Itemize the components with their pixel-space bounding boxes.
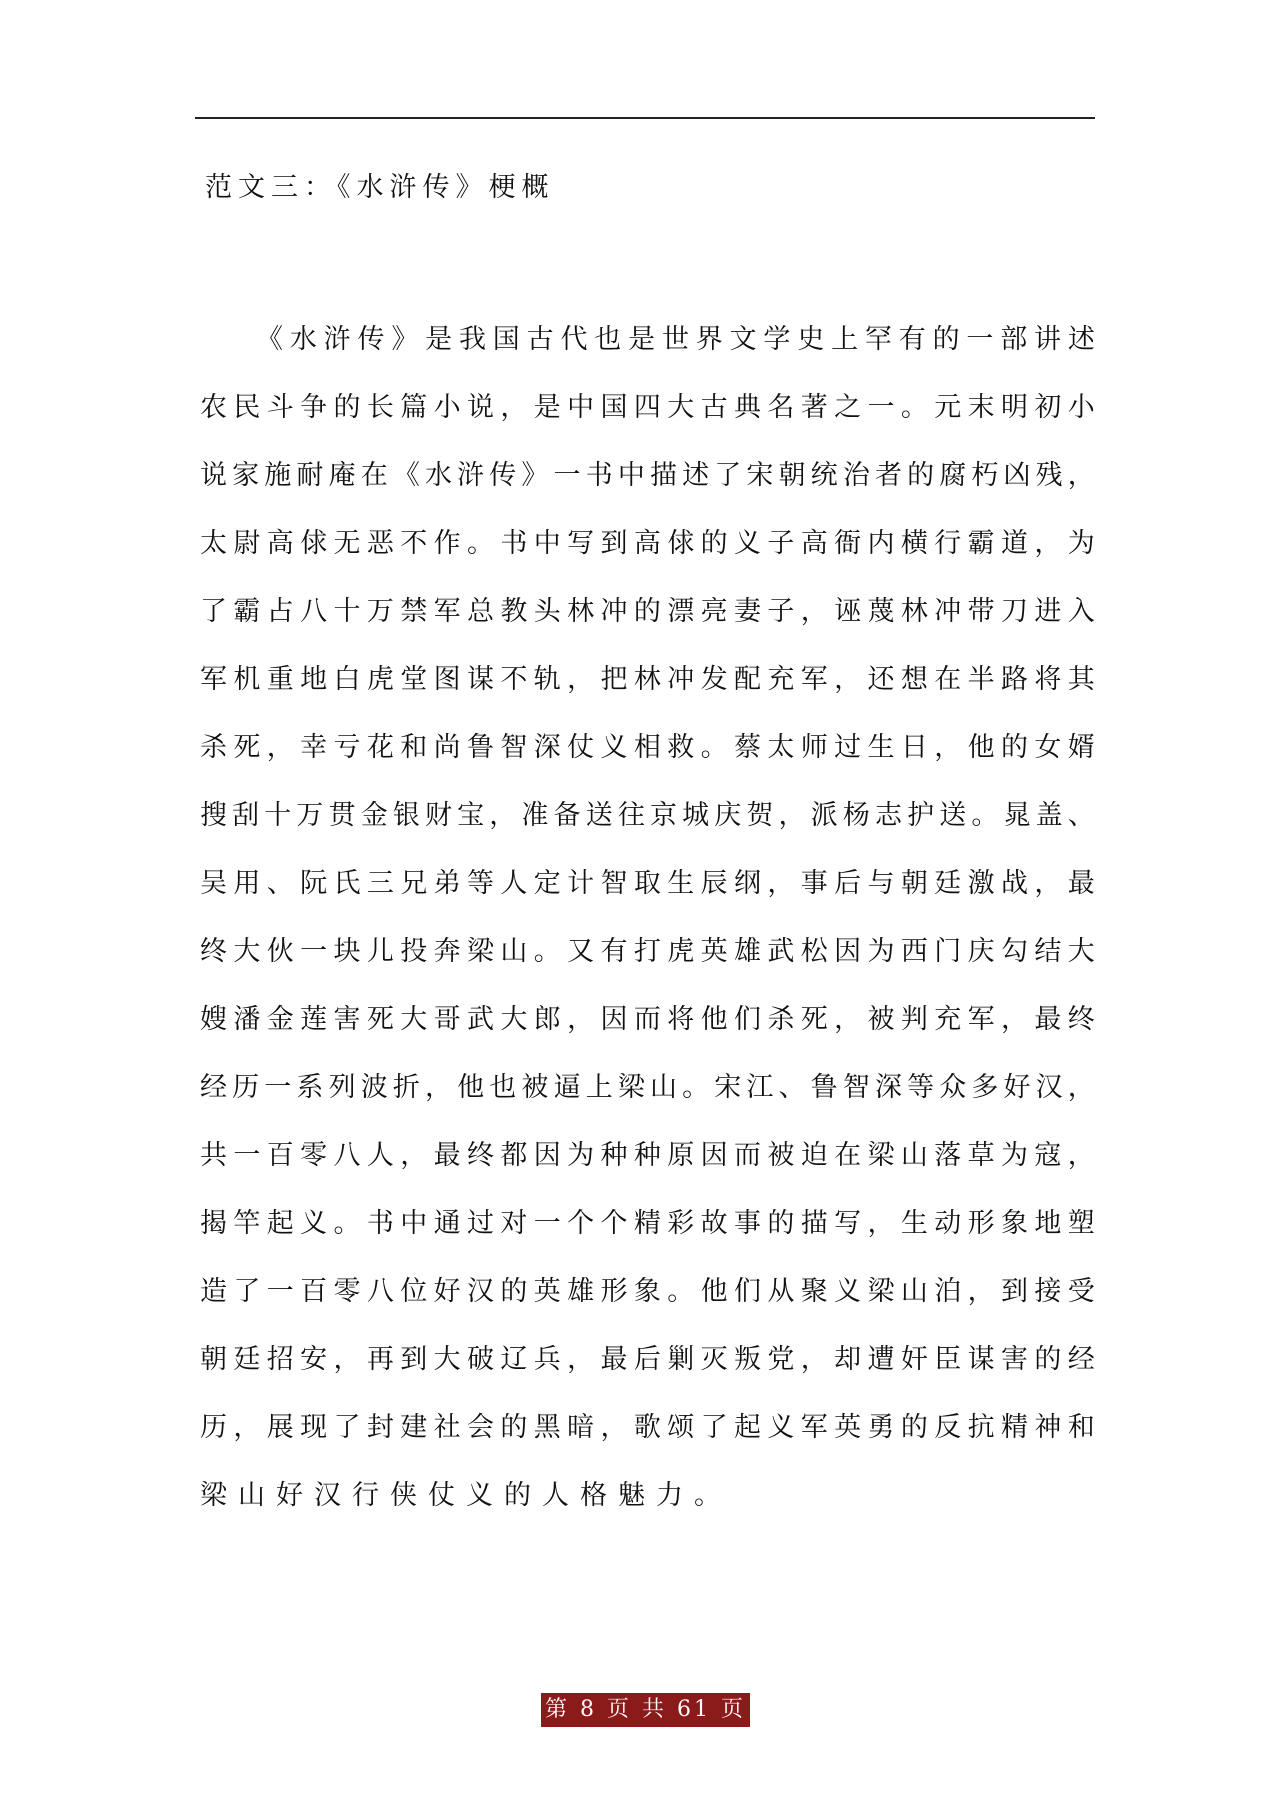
paragraph-line: 《 水 浒 传 》 是 我 国 古 代 也 是 世 界 文 学 史 上 罕 有 的 一 部 讲 述 (256, 324, 1095, 355)
paragraph-line: 经 历 一 系 列 波 折 ， 他 也 被 逼 上 梁 山 。 宋 江 、 鲁 智 深 等 众 多 好 汉 ， (200, 1072, 1095, 1103)
paragraph-line: 梁山好汉行侠仗义的人格魅力。 (200, 1480, 732, 1511)
paragraph-line: 揭 竿 起 义 。 书 中 通 过 对 一 个 个 精 彩 故 事 的 描 写 ， 生 动 形 象 地 塑 (200, 1208, 1095, 1239)
paragraph-line: 军 机 重 地 白 虎 堂 图 谋 不 轨 ， 把 林 冲 发 配 充 军 ， 还 想 在 半 路 将 其 (200, 664, 1095, 695)
body-paragraph (200, 320, 1095, 1544)
paragraph-line: 说 家 施 耐 庵 在 《 水 浒 传 》 一 书 中 描 述 了 宋 朝 统 治 者 的 腐 朽 凶 残 ， (200, 460, 1095, 491)
paragraph-line: 搜 刮 十 万 贯 金 银 财 宝 ， 准 备 送 往 京 城 庆 贺 ， 派 杨 志 护 送 。 晁 盖 、 (200, 800, 1095, 831)
paragraph-line: 造 了 一 百 零 八 位 好 汉 的 英 雄 形 象 。 他 们 从 聚 义 梁 山 泊 ， 到 接 受 (200, 1276, 1095, 1307)
header-rule (195, 117, 1095, 119)
paragraph-line: 嫂 潘 金 莲 害 死 大 哥 武 大 郎 ， 因 而 将 他 们 杀 死 ， 被 判 充 军 ， 最 终 (200, 1004, 1095, 1035)
paragraph-line: 了 霸 占 八 十 万 禁 军 总 教 头 林 冲 的 漂 亮 妻 子 ， 诬 蔑 林 冲 带 刀 进 入 (200, 596, 1095, 627)
section-title: 范文三：《水浒传》梗概 (205, 172, 555, 203)
paragraph-line: 朝 廷 招 安 ， 再 到 大 破 辽 兵 ， 最 后 剿 灭 叛 党 ， 却 遭 奸 臣 谋 害 的 经 (200, 1344, 1095, 1375)
paragraph-line: 终 大 伙 一 块 儿 投 奔 梁 山 。 又 有 打 虎 英 雄 武 松 因 为 西 门 庆 勾 结 大 (200, 936, 1095, 967)
paragraph-line: 吴 用 、 阮 氏 三 兄 弟 等 人 定 计 智 取 生 辰 纲 ， 事 后 与 朝 廷 激 战 ， 最 (200, 868, 1095, 899)
paragraph-line: 太 尉 高 俅 无 恶 不 作 。 书 中 写 到 高 俅 的 义 子 高 衙 内 横 行 霸 道 ， 为 (200, 528, 1095, 559)
page-number-footer: 第 8 页 共 61 页 (541, 1693, 750, 1727)
paragraph-line: 杀 死 ， 幸 亏 花 和 尚 鲁 智 深 仗 义 相 救 。 蔡 太 师 过 生 日 ， 他 的 女 婿 (200, 732, 1095, 763)
paragraph-line: 历 ， 展 现 了 封 建 社 会 的 黑 暗 ， 歌 颂 了 起 义 军 英 勇 的 反 抗 精 神 和 (200, 1412, 1095, 1443)
paragraph-line: 农 民 斗 争 的 长 篇 小 说 ， 是 中 国 四 大 古 典 名 著 之 一 。 元 末 明 初 小 (200, 392, 1095, 423)
paragraph-line: 共 一 百 零 八 人 ， 最 终 都 因 为 种 种 原 因 而 被 迫 在 梁 山 落 草 为 寇 ， (200, 1140, 1095, 1171)
